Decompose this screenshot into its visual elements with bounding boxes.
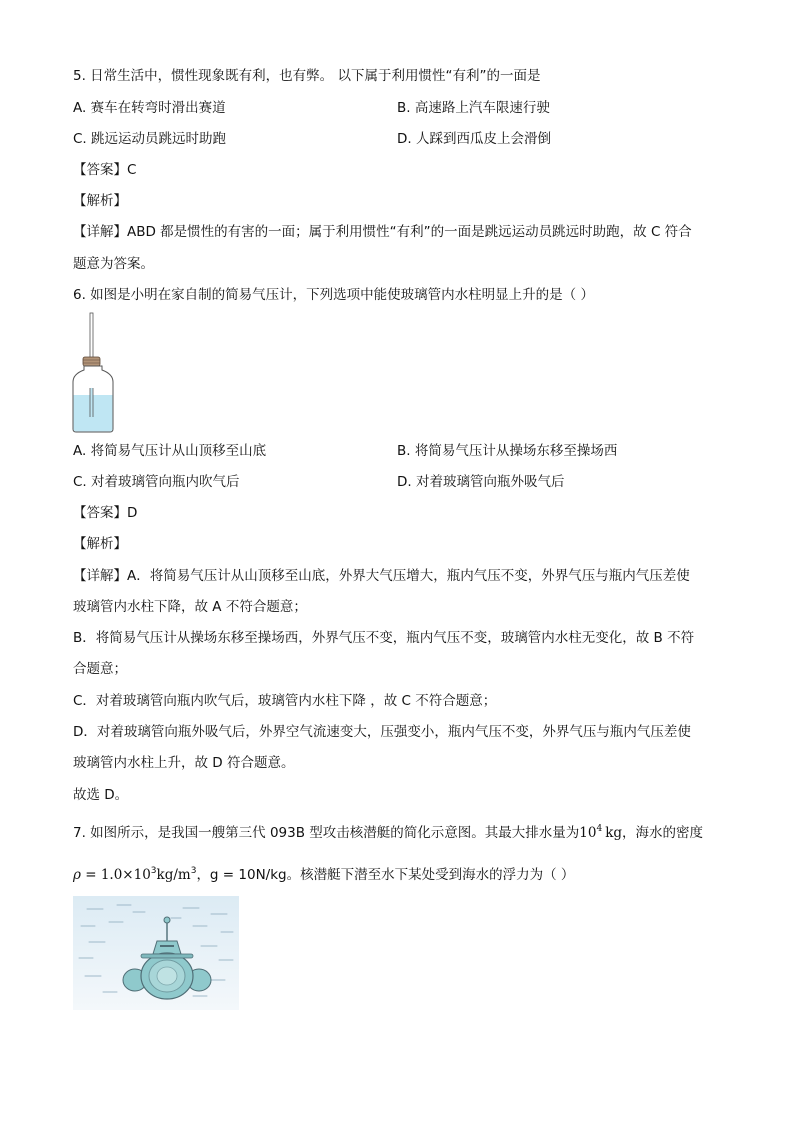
q5-option-d: D. 人踩到西瓜皮上会滑倒 (397, 131, 551, 147)
q7-stem-line2 (73, 861, 574, 885)
q6-detail-line2: 玻璃管内水柱下降，故 A 不符合题意； (73, 599, 307, 615)
barometer-bottle-figure (70, 312, 116, 434)
q6-option-d: D. 对着玻璃管向瓶外吸气后 (397, 474, 565, 490)
q6-detail-line4: 合题意； (73, 661, 127, 677)
q5-option-a: A. 赛车在转弯时滑出赛道 (73, 100, 226, 116)
g-text: ，g = 10N/kg (196, 867, 287, 883)
q6-analysis-label: 【解析】 (73, 536, 127, 552)
q7-stem-part3: 。核潜艇下潜至水下某处受到海水的浮力为（ ） (286, 867, 575, 883)
stopper (83, 357, 100, 366)
q7-displacement (579, 825, 622, 841)
submarine-figure (73, 896, 239, 1010)
q6-option-c: C. 对着玻璃管向瓶内吹气后 (73, 474, 240, 490)
q6-option-b: B. 将简易气压计从操场东移至操场西 (397, 443, 618, 459)
displacement-exp: 4 (596, 824, 603, 834)
q5-answer: 【答案】C (73, 162, 137, 178)
q5-detail-line1: 【详解】ABD 都是惯性的有害的一面；属于利用惯性“有利”的一面是跳远运动员跳远时助跑，故 C 符合 (73, 224, 692, 240)
q6-stem: 6. 如图是小明在家自制的简易气压计，下列选项中能使玻璃管内水柱明显上升的是（ ） (73, 287, 594, 303)
q6-detail-line8: 故选 D。 (73, 787, 129, 803)
q5-option-c: C. 跳远运动员跳远时助跑 (73, 131, 227, 147)
displacement-unit: kg (605, 825, 623, 841)
rho-exp: 3 (150, 866, 157, 876)
q6-detail-line5: C．对着玻璃管向瓶内吹气后，玻璃管内水柱下降 ，故 C 不符合题意； (73, 693, 497, 709)
q5-option-b: B. 高速路上汽车限速行驶 (397, 100, 550, 116)
q6-answer: 【答案】D (73, 505, 138, 521)
rho-symbol: ρ (73, 867, 81, 883)
q7-stem-part2: ，海水的密度 (622, 825, 704, 841)
displacement-base: 10 (579, 825, 597, 841)
q6-detail-line1: 【详解】A．将简易气压计从山顶移至山底，外界大气压增大，瓶内气压不变，外界气压与瓶内气压差使 (73, 568, 690, 584)
q5-detail-line2: 题意为答案。 (73, 256, 154, 272)
q6-detail-line7: 玻璃管内水柱上升，故 D 符合题意。 (73, 755, 295, 771)
q6-detail-line3: B．将简易气压计从操场东移至操场西，外界气压不变，瓶内气压不变，玻璃管内水柱无变化，故 B 不符 (73, 630, 695, 646)
q5-analysis-label: 【解析】 (73, 193, 127, 209)
q6-detail-line6: D．对着玻璃管向瓶外吸气后，外界空气流速变大，压强变小，瓶内气压不变，外界气压与瓶内气压差使 (73, 724, 691, 740)
q5-stem: 5. 日常生活中，惯性现象既有利，也有弊。 以下属于利用惯性“有利”的一面是 (73, 68, 541, 84)
q7-stem-part1: 7. 如图所示，是我国一艘第三代 093B 型攻击核潜艇的简化示意图。其最大排水量为 (73, 825, 580, 841)
q7-stem-line1 (73, 819, 703, 843)
rho-value: = 1.0×10 (80, 867, 151, 883)
rho-unit: kg/m (156, 867, 191, 883)
rho-unit-exp: 3 (190, 866, 197, 876)
sail (153, 941, 181, 954)
q6-option-a: A. 将简易气压计从山顶移至山底 (73, 443, 267, 459)
